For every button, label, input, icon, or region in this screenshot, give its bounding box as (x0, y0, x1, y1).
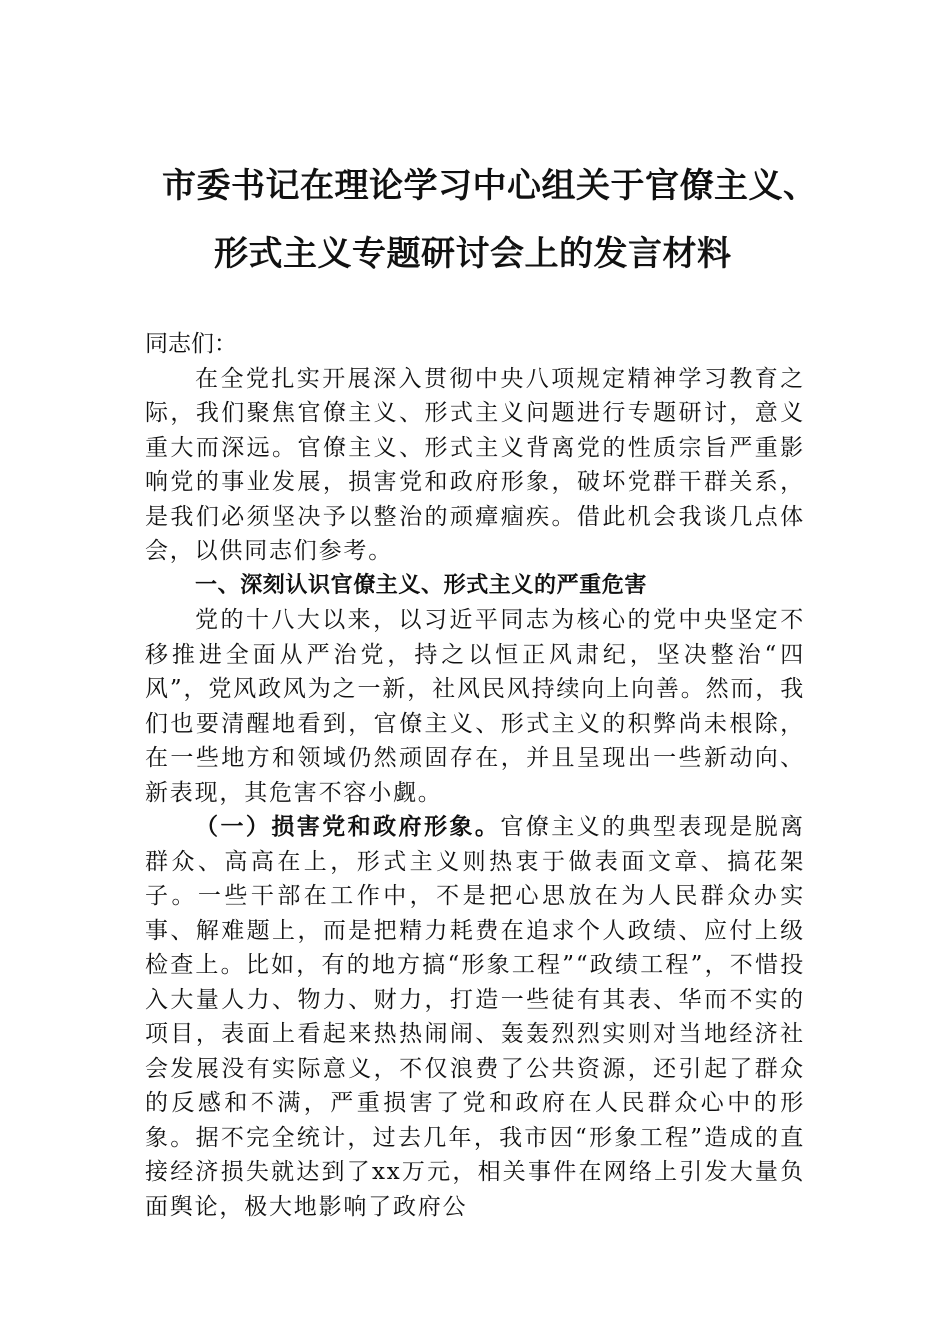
document-body (145, 327, 805, 1224)
section-1-heading: 一、深刻认识官僚主义、形式主义的严重危害 (195, 572, 648, 598)
subsection-1-body: 官僚主义的典型表现是脱离群众、高高在上，形式主义则热衷于做表面文章、搞花架子。一些干部在工作中，不是把心思放在为人民群众办实事、解难题上，而是把精力耗费在追求个人政绩、应付上级检查上。比如，有的地方搞“形象工程”“政绩工程”，不惜投入大量人力、物力、财力，打造一些徒有其表、华而不实的项目，表面上看起来热热闹闹、轰轰烈烈实则对当地经济社会发展没有实际意义，不仅浪费了公共资源，还引起了群众的反感和不满，严重损害了党和政府在人民群众心中的形象。据不完全统计，过去几年，我市因“形象工程”造成的直接经济损失就达到了xx万元，相关事件在网络上引发大量负面舆论，极大地影响了政府公 (145, 814, 805, 1220)
subsection-1-paragraph (145, 810, 805, 1224)
title-line-1: 市委书记在理论学习中心组关于官僚主义、 (162, 166, 818, 206)
section-1-paragraph: 党的十八大以来，以习近平同志为核心的党中央坚定不移推进全面从严治党，持之以恒正风肃纪，坚决整治“四风”，党风政风为之一新，社风民风持续向上向善。然而，我们也要清醒地看到，官僚主义、形式主义的积弊尚未根除，在一些地方和领域仍然顽固存在，并且呈现出一些新动向、新表现，其危害不容小觑。 (145, 607, 805, 806)
salutation: 同志们： (145, 331, 237, 357)
intro-paragraph: 在全党扎实开展深入贯彻中央八项规定精神学习教育之际，我们聚焦官僚主义、形式主义问题进行专题研讨，意义重大而深远。官僚主义、形式主义背离党的性质宗旨严重影响党的事业发展，损害党和政府形象，破坏党群干群关系，是我们必须坚决予以整治的顽瘴痼疾。借此机会我谈几点体会，以供同志们参考。 (145, 365, 805, 564)
subsection-1-title: （一）损害党和政府形象。 (195, 813, 501, 840)
title-line-2: 形式主义专题研讨会上的发言材料 (214, 234, 732, 274)
